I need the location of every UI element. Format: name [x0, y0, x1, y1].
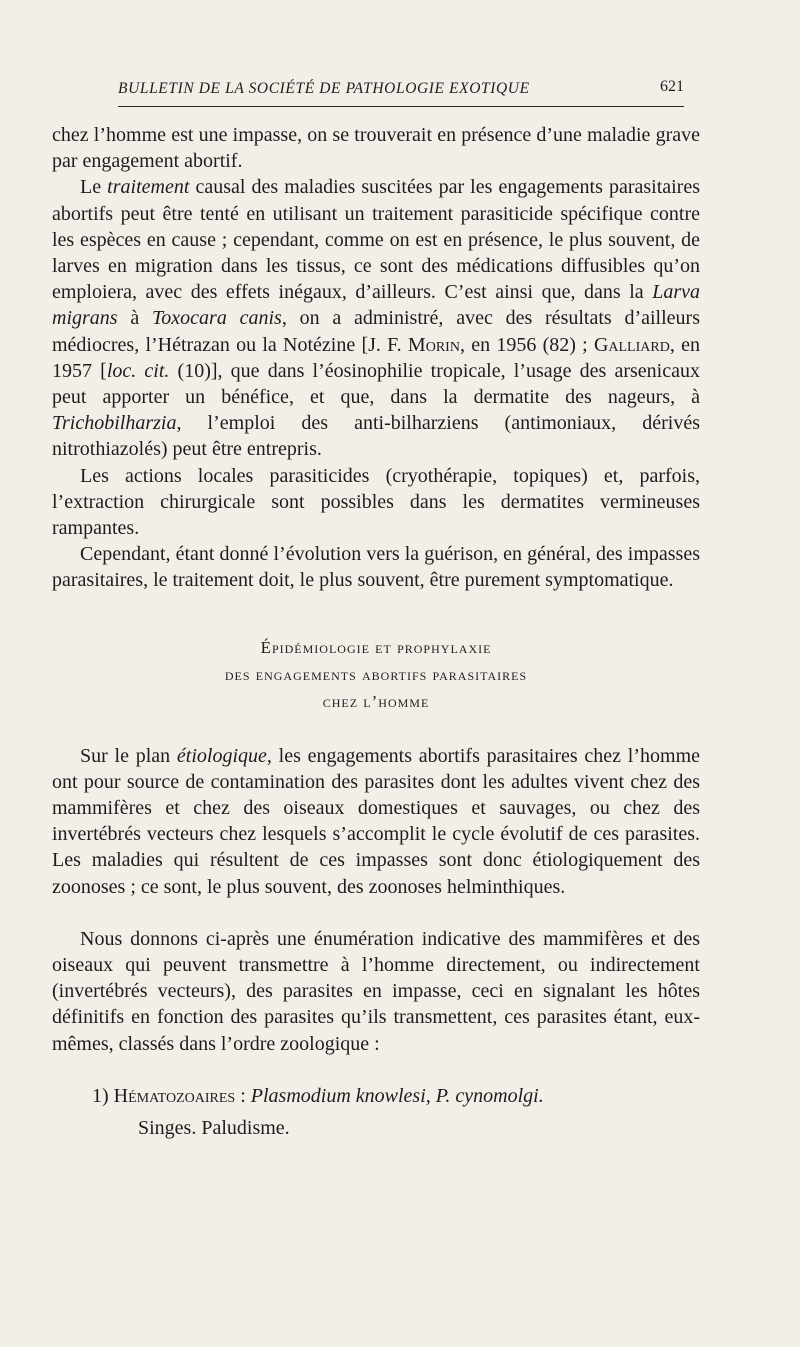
list-item-line-1: 1) Hématozoaires : Plasmodium knowlesi, P. cynomolgi. — [92, 1084, 544, 1107]
paragraph-enumeration: Nous donnons ci-après une énumération indicative des mammifères et des oiseaux qui peuvent transmettre à l’homme directement, ou indirectement (invertébrés vecteurs), des parasites en impasse, ceci en signalant les hôtes définitifs en fonction des parasites qu’ils transmettent, ces parasites étant, eux-mêmes, classés dans l’ordre zoologique : — [52, 927, 700, 1055]
list-item-hosts: Singes. Paludisme. — [138, 1117, 290, 1140]
section-heading-line-1: Épidémiologie et prophylaxie — [260, 637, 492, 657]
section-heading — [52, 634, 700, 715]
paragraph-local-actions: Les actions locales parasiticides (cryothérapie, topiques) et, parfois, l’extraction chirurgicale sont possibles dans les dermatites vermineuses rampantes. — [52, 464, 700, 540]
list-item-species: Plasmodium knowlesi, P. cynomolgi. — [250, 1084, 544, 1107]
page-number: 621 — [660, 78, 684, 95]
emph-etiologique: étiologique — [176, 744, 267, 767]
paragraph-etiology: Sur le plan étiologique, les engagements abortifs parasitaires chez l’homme ont pour source de contamination des parasites dont les adultes vivent chez des mammifères et chez des oiseaux domestiques et sauvages, ou chez des invertébrés vecteurs chez lesquels s’accomplit le cycle évolutif de ces parasites. Les maladies qui résultent de ces impasses sont donc étiologiquement des zoonoses ; ce sont, le plus souvent, des zoonoses helminthiques. — [52, 744, 700, 898]
taxon-larva-migrans: Larva migrans — [52, 281, 700, 330]
taxon-toxocara-canis: Toxocara canis — [152, 307, 282, 330]
paragraph-symptomatic: Cependant, étant donné l’évolution vers la guérison, en général, des impasses parasitaires, le traitement doit, le plus souvent, être purement symptomatique. — [52, 543, 700, 592]
paragraph-treatment: Le traitement causal des maladies suscitées par les engagements parasitaires abortifs peut être tenté en utilisant un traitement parasiticide spécifique contre les espèces en cause ; cependant, comme on est en présence, le plus souvent, de larves en migration dans les tissus, ce sont des médications diffusibles qu’on emploiera, avec des effets inégaux, d’ailleurs. C’est ainsi que, dans la Larva migrans à Toxocara canis, on a administré, avec des résultats d’ailleurs médiocres, l’Hétrazan ou la Notézine [J. F. Morin, en 1956 (82) ; Galliard, en 1957 [loc. cit. (10)], que dans l’éosinophilie tropicale, l’usage des arsenicaux peut apporter un bénéfice, et que, dans la dermatite des nageurs, à Trichobilharzia, l’emploi des anti-bilharziens (antimoniaux, dérivés nitrothiazolés) peut être entrepris. — [52, 176, 701, 461]
section-heading-line-3: chez l’homme — [322, 691, 430, 711]
list-item-group: Hématozoaires — [113, 1084, 236, 1107]
author-morin: Morin — [407, 333, 460, 356]
list-item — [52, 1083, 700, 1141]
emph-traitement: traitement — [107, 176, 190, 199]
author-galliard: Galliard — [593, 333, 670, 356]
paragraph-continuation: chez l’homme est une impasse, on se trouverait en présence d’une maladie grave par engagement abortif. — [52, 124, 700, 173]
section-heading-line-2: des engagements abortifs parasitaires — [224, 664, 528, 684]
running-title: BULLETIN DE LA SOCIÉTÉ DE PATHOLOGIE EXOTIQUE — [118, 80, 530, 97]
taxon-trichobilharzia: Trichobilharzia — [52, 412, 177, 435]
citation-loc-cit: loc. cit. — [106, 359, 170, 382]
list-item-number: 1) — [92, 1084, 109, 1107]
running-header — [118, 78, 684, 107]
article-body — [52, 122, 700, 1141]
spacer — [52, 900, 700, 926]
